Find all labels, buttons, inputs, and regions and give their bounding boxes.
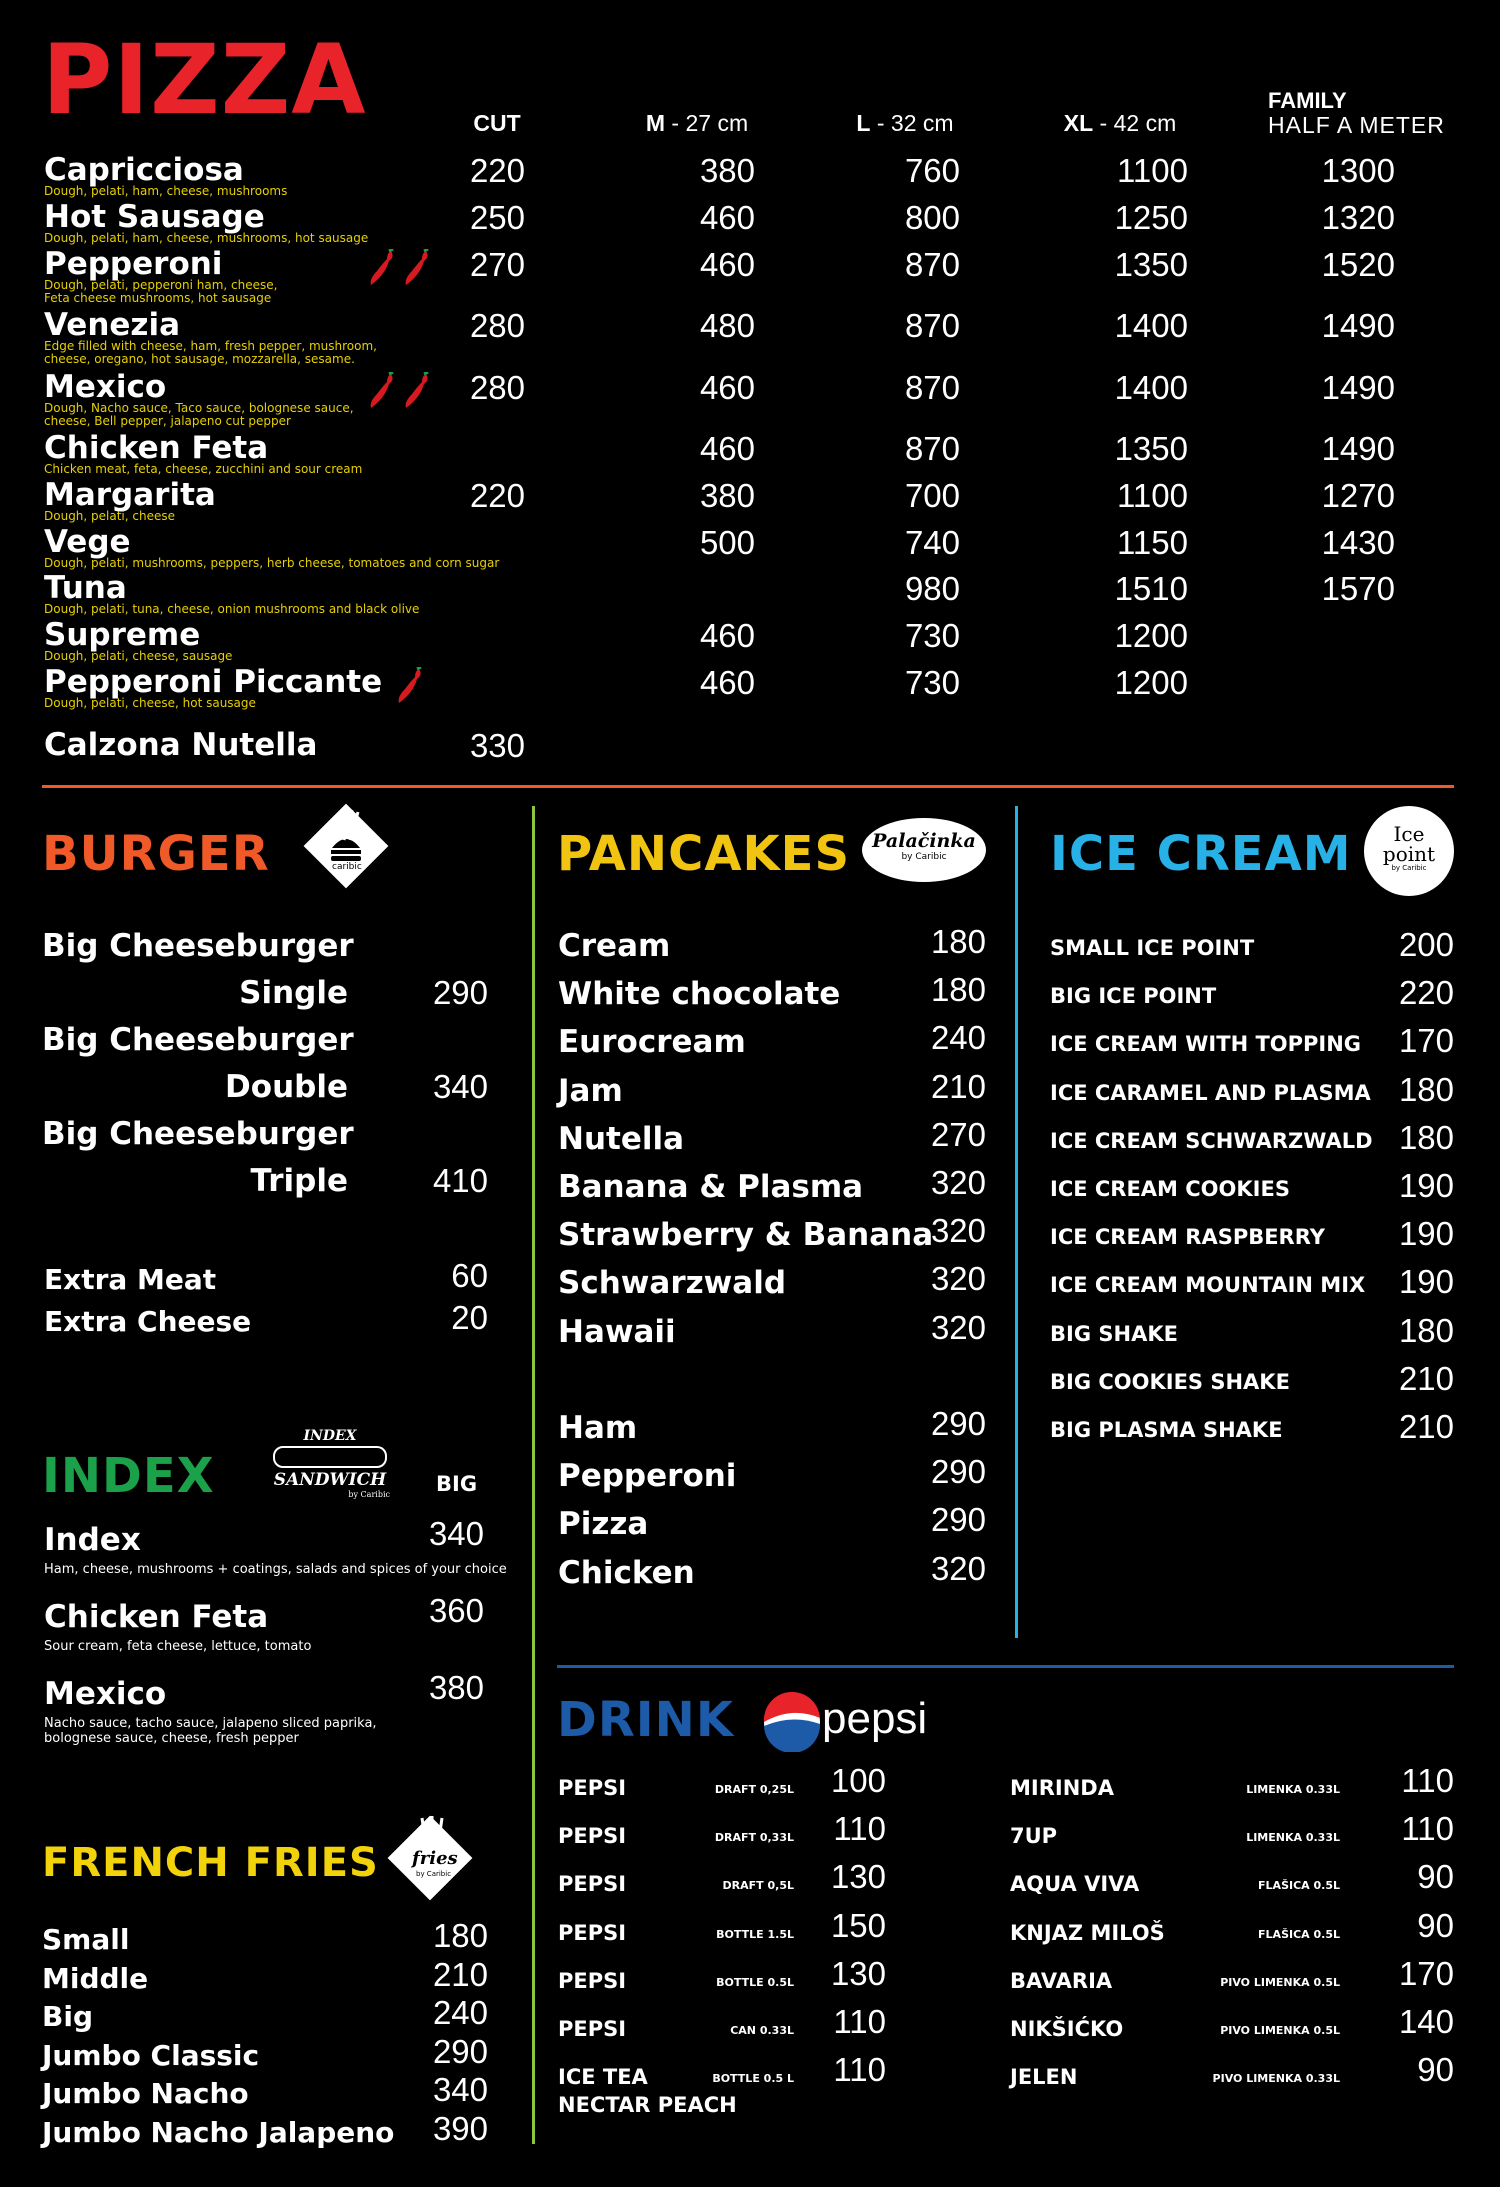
chili-pepper-icon — [367, 249, 397, 291]
drink-item-name: BAVARIA — [1010, 1968, 1113, 1993]
drink-item-size: FLAŠICA 0.5L — [1258, 1879, 1340, 1893]
icecream-title: ICE CREAM — [1050, 826, 1352, 882]
pizza-item-name: Tuna — [44, 570, 127, 606]
drink-title: DRINK — [557, 1692, 735, 1748]
pizza-item-description: Dough, pelati, pepperoni ham, cheese, — [44, 278, 278, 292]
index-item-description: Ham, cheese, mushrooms + coatings, salads and spices of your choice — [44, 1562, 507, 1577]
drink-item-size: DRAFT 0,5L — [722, 1879, 794, 1893]
index-logo-line1: INDEX — [303, 1428, 357, 1444]
fries-item-price: 340 — [432, 2071, 488, 2108]
drink-item-name: AQUA VIVA — [1010, 1872, 1140, 1897]
fries-logo-by: by Caribic — [416, 1870, 452, 1878]
drink-item-size: PIVO LIMENKA 0.5L — [1220, 1975, 1340, 1989]
icecream-item-name: ICE CARAMEL AND PLASMA — [1050, 1080, 1371, 1105]
pizza-price: 1250 — [1114, 199, 1188, 236]
pancake-item-name: Banana & Plasma — [558, 1169, 864, 1205]
pancake-item-name: Pepperoni — [558, 1458, 737, 1495]
pizza-price: 1300 — [1321, 152, 1395, 189]
burger-item-name: Big Cheeseburger — [42, 928, 354, 964]
pizza-col-header — [1030, 110, 1210, 137]
index-item-description: Nacho sauce, tacho sauce, jalapeno sliced paprika, — [44, 1716, 377, 1731]
pancake-item-name: Strawberry & Banana — [558, 1217, 934, 1254]
pizza-price: 220 — [469, 152, 525, 189]
drink-item-price: 100 — [830, 1762, 886, 1799]
pizza-price: 220 — [469, 477, 525, 514]
pizza-col-header-cm: - 42 cm — [1093, 110, 1177, 136]
drink-item-name: PEPSI — [558, 1872, 627, 1897]
pizza-price: 500 — [699, 524, 755, 561]
pizza-price: 980 — [904, 570, 960, 607]
icecream-item-name: ICE CREAM COOKIES — [1050, 1177, 1290, 1201]
pancake-item-name: White chocolate — [558, 976, 841, 1013]
icecream-item-price: 200 — [1398, 926, 1454, 963]
pizza-item-description: Feta cheese mushrooms, hot sausage — [44, 291, 272, 305]
burger-item-price: 290 — [432, 974, 488, 1011]
pizza-title: PIZZA — [42, 24, 367, 136]
pizza-price: 1350 — [1114, 430, 1188, 467]
pancake-item-price: 180 — [930, 923, 986, 960]
pizza-item-name: Hot Sausage — [44, 199, 265, 235]
pancakes-title: PANCAKES — [557, 826, 851, 882]
pancake-item-price: 320 — [930, 1549, 986, 1587]
pizza-price: 280 — [469, 369, 525, 406]
pizza-price: 460 — [699, 664, 755, 701]
chili-pepper-icon — [395, 667, 425, 709]
pizza-col-header-size: M — [645, 110, 666, 136]
icecream-item-name: SMALL ICE POINT — [1050, 936, 1255, 960]
index-title: INDEX — [42, 1448, 215, 1504]
pizza-price: 1490 — [1321, 307, 1395, 344]
burger-extra-name: Extra Cheese — [44, 1305, 252, 1338]
drink-item-price: 90 — [1417, 2051, 1454, 2089]
icepoint-logo — [1364, 806, 1454, 896]
drink-item-size: PIVO LIMENKA 0.33L — [1212, 2072, 1340, 2086]
chili-pepper-icon — [367, 372, 397, 414]
pizza-item-description: cheese, oregano, hot sausage, mozzarella, sesame. — [44, 352, 355, 366]
pizza-item-name: Pepperoni Piccante — [44, 664, 383, 700]
palacinka-logo-by: by Caribic — [901, 852, 947, 862]
pizza-price: 1270 — [1321, 477, 1395, 514]
drink-item-price: 110 — [833, 2051, 886, 2089]
pancake-item-price: 320 — [930, 1164, 986, 1201]
icecream-item-price: 180 — [1398, 1311, 1454, 1349]
fries-logo-word: fries — [412, 1848, 458, 1869]
pizza-price: 1350 — [1114, 246, 1188, 283]
icecream-item-price: 210 — [1398, 1408, 1454, 1445]
index-item-description: Sour cream, feta cheese, lettuce, tomato — [44, 1639, 312, 1654]
pizza-price: 1520 — [1321, 246, 1395, 283]
icecream-item-price: 180 — [1398, 1118, 1454, 1156]
fries-item-name: Middle — [42, 1961, 149, 1995]
icecream-item-name: ICE CREAM SCHWARZWALD — [1050, 1128, 1373, 1153]
index-item-price: 380 — [428, 1669, 484, 1706]
index-item-name: Index — [44, 1522, 141, 1558]
pizza-price: 740 — [904, 524, 960, 561]
pizza-item-description: Dough, pelati, cheese, sausage — [44, 649, 233, 663]
drink-item-price: 150 — [830, 1906, 886, 1944]
drink-item-price: 110 — [833, 1810, 886, 1848]
pizza-item-description: Dough, Nacho sauce, Taco sauce, bolognese sauce, — [44, 401, 354, 415]
pepsi-logo — [762, 1692, 952, 1752]
index-item-name: Mexico — [44, 1676, 167, 1712]
burger-item-name: Big Cheeseburger — [42, 1022, 354, 1058]
pizza-price: 1570 — [1321, 570, 1395, 607]
palacinka-logo — [862, 818, 986, 882]
pizza-price: 460 — [699, 246, 755, 283]
divider-green — [532, 806, 535, 2144]
pizza-price: 280 — [469, 307, 525, 344]
icepoint-logo-line2: point — [1382, 842, 1436, 866]
drink-item-name: 7UP — [1010, 1824, 1058, 1849]
drink-item-name-line2: NECTAR PEACH — [558, 2093, 737, 2118]
icecream-item-price: 190 — [1398, 1167, 1454, 1204]
burger-title: BURGER — [42, 826, 270, 882]
pancake-item-name: Pizza — [558, 1506, 649, 1543]
pizza-price: 1150 — [1117, 524, 1188, 561]
burger-extra-price: 20 — [451, 1299, 488, 1336]
pancake-item-price: 210 — [930, 1067, 986, 1105]
drink-item-name: PEPSI — [558, 1824, 627, 1849]
pancake-item-name: Chicken — [558, 1554, 695, 1591]
pancake-item-price: 320 — [930, 1308, 986, 1346]
pizza-item-name: Vege — [44, 524, 131, 560]
icecream-item-price: 190 — [1398, 1263, 1454, 1301]
drink-item-name: PEPSI — [558, 1776, 627, 1800]
pizza-price: 870 — [904, 369, 960, 406]
pizza-price: 270 — [469, 246, 525, 283]
icecream-item-price: 190 — [1398, 1215, 1454, 1253]
pizza-price: 380 — [699, 152, 755, 189]
index-logo-line3: by Caribic — [348, 1490, 390, 1499]
burger-logo-text: caribic — [332, 862, 362, 872]
pizza-col-header-size: L — [856, 110, 871, 136]
pizza-col-header — [407, 110, 587, 137]
icecream-item-name: ICE CREAM WITH TOPPING — [1050, 1032, 1362, 1057]
drink-item-price: 90 — [1417, 1906, 1454, 1944]
pizza-price: 330 — [469, 727, 525, 764]
pizza-price: 1400 — [1114, 307, 1188, 344]
pizza-item-description: Dough, pelati, tuna, cheese, onion mushrooms and black olive — [44, 602, 420, 616]
pizza-item-description: Edge filled with cheese, ham, fresh pepper, mushroom, — [44, 339, 377, 353]
pancake-item-price: 320 — [930, 1260, 986, 1298]
drink-item-size: BOTTLE 0.5L — [716, 1975, 794, 1989]
icecream-item-price: 170 — [1398, 1022, 1454, 1060]
pizza-price: 480 — [699, 307, 755, 344]
burger-item-name: Big Cheeseburger — [42, 1116, 354, 1152]
fries-item-price: 390 — [432, 2109, 488, 2147]
pizza-price: 380 — [699, 477, 755, 514]
pizza-price: 460 — [699, 199, 755, 236]
fries-item-name: Big — [42, 2000, 93, 2033]
drink-item-name: PEPSI — [558, 1968, 627, 1993]
drink-item-price: 110 — [1401, 1762, 1454, 1799]
icecream-item-name: ICE CREAM RASPBERRY — [1050, 1225, 1325, 1250]
burger-item-price: 410 — [432, 1162, 488, 1199]
burger-item-variant: Triple — [250, 1163, 348, 1199]
pizza-item-name: Calzona Nutella — [44, 727, 318, 763]
pizza-price: 700 — [904, 477, 960, 514]
pizza-price: 1100 — [1117, 152, 1188, 189]
pancake-item-name: Eurocream — [558, 1024, 746, 1061]
pizza-price: 800 — [904, 199, 960, 236]
burger-item-variant: Double — [225, 1069, 348, 1105]
pizza-price: 460 — [699, 430, 755, 467]
pancake-item-price: 270 — [930, 1115, 986, 1153]
pancake-item-name: Hawaii — [558, 1313, 676, 1350]
drink-item-name: JELEN — [1010, 2065, 1078, 2090]
drink-item-size: LIMENKA 0.33L — [1246, 1831, 1340, 1845]
pizza-col-header-size: XL — [1063, 110, 1094, 136]
pizza-price: 1400 — [1114, 369, 1188, 406]
pizza-item-description: Dough, pelati, cheese, hot sausage — [44, 696, 256, 710]
icecream-item-price: 220 — [1398, 974, 1454, 1012]
divider-drink — [557, 1665, 1454, 1668]
pizza-price: 460 — [699, 617, 755, 654]
pancake-item-price: 240 — [930, 1019, 986, 1057]
pizza-item-description: Chicken meat, feta, cheese, zucchini and sour cream — [44, 462, 363, 476]
pizza-price: 1200 — [1114, 664, 1188, 701]
pizza-col-header — [607, 110, 787, 137]
pizza-item-name: Mexico — [44, 369, 167, 405]
fries-item-price: 180 — [432, 1917, 488, 1954]
pizza-item-description: Dough, pelati, ham, cheese, mushrooms, hot sausage — [44, 231, 369, 245]
pancake-item-price: 290 — [930, 1501, 986, 1539]
pancake-item-price: 180 — [930, 971, 986, 1009]
drink-item-price: 130 — [830, 1954, 886, 1992]
pizza-price: 1510 — [1114, 570, 1188, 607]
icecream-item-name: BIG SHAKE — [1050, 1321, 1178, 1346]
burger-extra-price: 60 — [451, 1257, 488, 1294]
drink-item-size: DRAFT 0,25L — [714, 1783, 794, 1796]
index-sandwich-logo — [270, 1428, 390, 1508]
drink-item-size: BOTTLE 1.5L — [716, 1927, 794, 1941]
pizza-col-header-size: CUT — [473, 110, 521, 136]
burger-extra-name: Extra Meat — [44, 1263, 217, 1296]
pizza-price: 730 — [904, 617, 960, 654]
drink-item-size: BOTTLE 0.5 L — [712, 2072, 794, 2086]
pizza-divider — [42, 785, 1454, 788]
drink-item-name: KNJAZ MILOŠ — [1010, 1920, 1165, 1945]
fries-item-name: Jumbo Nacho — [42, 2077, 249, 2110]
pizza-price: 460 — [699, 369, 755, 406]
pizza-price: 1490 — [1321, 430, 1395, 467]
index-item-price: 360 — [428, 1592, 484, 1629]
pizza-item-description: Dough, pelati, ham, cheese, mushrooms — [44, 184, 288, 198]
drink-item-size: FLAŠICA 0.5L — [1258, 1927, 1340, 1941]
icecream-item-price: 210 — [1398, 1359, 1454, 1397]
divider-blue — [1015, 806, 1018, 1638]
icepoint-logo-line3: by Caribic — [1391, 864, 1427, 872]
pancake-item-name: Nutella — [558, 1120, 685, 1157]
drink-item-price: 140 — [1398, 2003, 1454, 2040]
index-item-price: 340 — [428, 1515, 484, 1552]
drink-item-size: CAN 0.33L — [730, 2024, 794, 2037]
pizza-item-name: Pepperoni — [44, 246, 223, 282]
pizza-price: 1490 — [1321, 369, 1395, 406]
fries-item-price: 240 — [432, 1994, 488, 2031]
pizza-price: 760 — [904, 152, 960, 189]
pepsi-globe-icon — [762, 1692, 822, 1752]
pepsi-wordmark: pepsi — [822, 1694, 928, 1743]
pizza-col-header-half-meter: HALF A METER — [1268, 112, 1445, 138]
palacinka-logo-word: Palačinka — [872, 830, 976, 852]
fries-logo — [382, 1810, 478, 1906]
drink-item-price: 110 — [1401, 1810, 1454, 1848]
index-logo-line2: SANDWICH — [273, 1470, 387, 1490]
drink-item-name: PEPSI — [558, 1920, 627, 1945]
pizza-item-name: Margarita — [44, 477, 216, 513]
pizza-price: 870 — [904, 430, 960, 467]
index-logo-bun — [273, 1446, 387, 1468]
pizza-price: 870 — [904, 307, 960, 344]
burger-item-variant: Single — [239, 975, 348, 1011]
drink-item-name: PEPSI — [558, 2017, 627, 2041]
pizza-item-name: Supreme — [44, 617, 201, 653]
drink-item-price: 90 — [1417, 1858, 1454, 1896]
pizza-price: 730 — [904, 664, 960, 701]
index-big-label: BIG — [436, 1472, 478, 1496]
drink-item-name: MIRINDA — [1010, 1776, 1114, 1800]
fries-item-name: Small — [42, 1923, 130, 1956]
pizza-item-name: Chicken Feta — [44, 430, 269, 466]
index-item-description: bolognese sauce, cheese, fresh pepper — [44, 1731, 299, 1746]
pizza-col-header — [815, 110, 995, 137]
pizza-price: 250 — [469, 199, 525, 236]
pancake-item-name: Jam — [558, 1072, 623, 1109]
fries-item-name: Jumbo Nacho Jalapeno — [42, 2115, 395, 2149]
drink-item-size: LIMENKA 0.33L — [1246, 1783, 1340, 1796]
fries-item-name: Jumbo Classic — [42, 2038, 260, 2072]
icepoint-logo-line1: Ice — [1393, 822, 1425, 846]
burger-logo — [300, 800, 392, 892]
icecream-item-name: BIG ICE POINT — [1050, 984, 1217, 1009]
pizza-price: 1320 — [1321, 199, 1395, 236]
drink-item-name: ICE TEA — [558, 2065, 648, 2090]
pancake-item-price: 290 — [930, 1453, 986, 1491]
pizza-item-name: Capricciosa — [44, 152, 244, 188]
pizza-price: 870 — [904, 246, 960, 283]
pancake-item-name: Ham — [558, 1410, 638, 1446]
drink-item-size: PIVO LIMENKA 0.5L — [1220, 2024, 1340, 2037]
pizza-item-description: cheese, Bell pepper, jalapeno cut pepper — [44, 414, 291, 428]
index-item-name: Chicken Feta — [44, 1599, 269, 1635]
pancake-item-price: 320 — [930, 1212, 986, 1250]
pizza-col-header-cm: - 32 cm — [870, 110, 954, 136]
icecream-item-name: BIG COOKIES SHAKE — [1050, 1369, 1290, 1394]
pizza-col-header-cm: - 27 cm — [665, 110, 749, 136]
fries-item-price: 290 — [432, 2032, 488, 2070]
pizza-col-header-family: FAMILY — [1268, 88, 1347, 113]
burger-item-price: 340 — [432, 1068, 488, 1105]
pizza-price: 1100 — [1117, 477, 1188, 514]
pizza-item-name: Venezia — [44, 307, 181, 343]
icecream-item-name: BIG PLASMA SHAKE — [1050, 1418, 1283, 1442]
fries-title: FRENCH FRIES — [42, 1840, 379, 1886]
drink-item-price: 110 — [833, 2003, 886, 2040]
pizza-price: 1200 — [1114, 617, 1188, 654]
drink-item-price: 130 — [830, 1858, 886, 1896]
pancake-item-name: Schwarzwald — [558, 1265, 787, 1302]
pizza-item-description: Dough, pelati, cheese — [44, 509, 175, 523]
icecream-item-name: ICE CREAM MOUNTAIN MIX — [1050, 1273, 1366, 1298]
drink-item-size: DRAFT 0,33L — [714, 1831, 794, 1845]
pancake-item-name: Cream — [558, 928, 671, 964]
drink-item-price: 170 — [1398, 1954, 1454, 1992]
fries-item-price: 210 — [432, 1955, 488, 1993]
icecream-item-price: 180 — [1398, 1070, 1454, 1108]
pizza-item-description: Dough, pelati, mushrooms, peppers, herb cheese, tomatoes and corn sugar — [44, 556, 500, 570]
drink-item-name: NIKŠIĆKO — [1010, 2017, 1124, 2041]
pizza-price: 1430 — [1321, 524, 1395, 561]
pancake-item-price: 290 — [930, 1405, 986, 1442]
